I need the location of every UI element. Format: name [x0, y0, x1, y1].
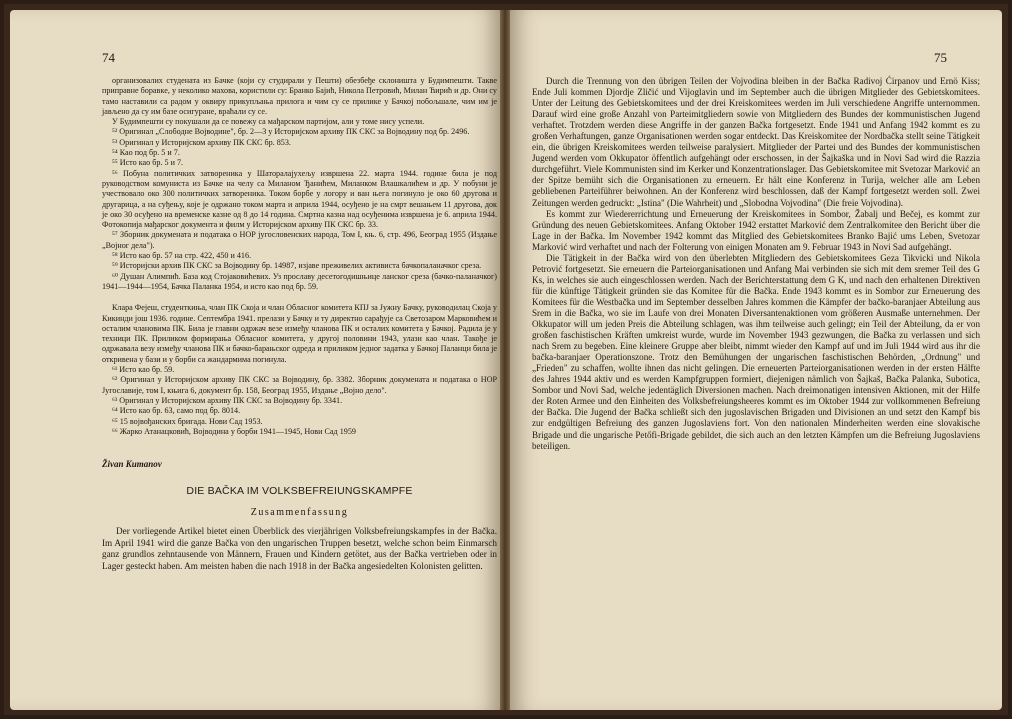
page-number-left: 74 — [102, 50, 115, 65]
footnote: Клара Фејеш, студенткиња, члан ПК Скоја и члан Обласног комитета КПЈ за Јужну Бачку, руководилац Скоја у Кикинди још 1936. године. Септембра 1941. прелази у Бачку и ту директно сарађује са Светозаром Марковићем и осталим члановима ПК. Била је главни одржач везе између чланова ПК и осталих комитета у Бачкој. Радила је у техници ПК. Приликом формирања Обласног комитета, у другој половини 1943, улази као члан. Такође је одржавала везу између чланова ПК и бачко-барањског одреда и приликом једног задатка у Бачкој Паланци била је откривена у бази и у борби са жандармима погинула. — [102, 303, 497, 364]
footnote: У Будимпешти су покушали да се повежу са мађарском партијом, али у томе нису успели. — [112, 117, 425, 127]
summary-paragraph: Es kommt zur Wiedererrichtung und Erneuerung der Kreiskomitees in Sombor, Žabalj und Bečej, es kommt zur Gründung des neuen Gebietskomitees. Anfang Oktober 1942 erstattet Marković dem Zentralkomitee den Bericht über die Lage in der Bačka. Im November 1942 kommt das Mitglied des Gebietskomitees Branko Bajić ums Leben, Svetozar Marković wird verhaftet und nach der Folterung von einigen Monaten am 9. Februar 1943 in Novi Sad aufgehängt. — [532, 208, 980, 252]
footnote: ⁵⁵ Исто као бр. 5 и 7. — [112, 158, 184, 168]
article-author: Živan Kumanov — [102, 459, 162, 470]
article-subtitle: Zusammenfassung — [250, 507, 349, 519]
right-page-content — [532, 76, 980, 452]
footnote: ⁶⁰ Душан Алимпић. База код Стојаковићевих. Уз прославу десетогодишњице ланског среза (бачко-паланачког) 1941—1944—1954, Бачка Паланка 1954, и исто као под бр. 59. — [102, 271, 497, 291]
summary-paragraph: Die Tätigkeit in der Bačka wird von den überlebten Mitgliedern des Gebietskomitees Geza Tikvicki und Nikola Petrović fortgesetzt. Sie erneuern die Parteiorganisationen und Anfang Mai verbinden sie sich mit dem sremer Teil des G Ks, in welches sie auch eingeschlossen werden. Nach der Berichterstattung dem G K, und nach den erhaltenen Direktiven für die künftige Tätigkeit gründen sie das Komitee für die Bačka. Ende 1943 kommt es in Sombor zur Erneuerung des Komitees für die Westbačka und im September desselben Jahres kommen die Kämpfer der bačko-baranjaer Abteilung aus Srem in die Bačka, wo sie im Laufe von drei Monaten Diversantenaktionen vom größeren Ausmaße unternehmen. Der Okkupator will um jeden Preis die Abteilung schlagen, was ihm teilweise auch gelingt; ein Teil der Abteilung, da er von großen faschistischen Kräften umkreist wurde, wurde im November 1943 gezwungen, die Bačka zu verlassen und sich nach Srem zu begeben. Eine kleinere Gruppe aber bleibt, nimmt wieder den Kampf auf und im Juli 1944 wird aus ihr die bačka-baranjaer Operationszone. Trotz den Bemühungen der ungarischen faschistischen Behörden, „Ordnung" und „Frieden" zu schaffen, wollte ihnen das nicht gelingen. Die erneuerten Parteiorganisationen werden in der ersten Hälfte des Jahres 1944 aktiv und es werden Kampfgruppen formiert, diejenigen nämlich von Šajkaš, Bačka Palanka, Subotica, Sombor und Novi Sad, welche jedentäglich Diversionen machen. Nach dreimonatigen intensiven Aktionen, mit der Hilfe der Roten Armee und den Einheiten des Volksbefreiungsheeres kommt es im Oktober 1944 zur vollkommenen Befreiung der Bačka. Die Jugend der Bačka schließt sich den jugoslavischen Brigaden und Divisionen an und setzt den Kampf bis zur endgültigen Befreiung des ganzen Jugoslaviens fort. Von den nationalen Minderheiten werden eine slovakische Brigade und die ungarische Petőfi-Brigade gebildet, die sich auch an den letzten Kämpfen um die Befreiung Jugoslaviens beteiligen. — [532, 252, 980, 451]
footnote: ⁵⁸ Исто као бр. 57 на стр. 422, 450 и 416. — [112, 251, 252, 261]
footnote: ⁵³ Оригинал у Историјском архиву ПК СКС бр. 853. — [112, 137, 291, 147]
page-number-right: 75 — [934, 50, 947, 65]
summary-paragraph: Durch die Trennung von den übrigen Teilen der Vojvodina bleiben in der Bačka Radivoj Ćirpanov und Ernö Kiss; Ende Juli kommen Djordje Zličić und Vijoglavin und im September auch die übrigen Mitglieder des Gebietskomitees. Unter der Leitung des Gebietskomitees und der drei Kreiskomitees werden im Juli verschiedene Angriffe unternommen. Darauf wird eine große Anzahl von Parteimitgliedern sowie von Mitgliedern des Bundes der kommunistischen Jugend verhaftet. Trotzdem werden diese Angriffe in der ganzen Bačka fortgesetzt. Ende 1941 und Anfang 1942 kommt es zu großen Verhaftungen, ganze Organisationen werden sogar entdeckt. Das Kreiskomitee der Nordbačka stellt seine Tätigkeit ein, die übrigen Kreiskomitees werden teilweise paralysiert. Mitglieder der Partei und des Bundes der kommunistischen Jugend werden vom Okkupator öffentlich aufgehängt oder erschossen, in der Šajkaška und in Novi Sad wird die Razzia durchgeführt. Viele Kommunisten sind im Kerker und Konzentrationslager. Das Gebietskomitee mit Svetozar Marković an der Spitze bemüht sich die Organisationen zu erneuern. Er hält eine Konferenz in Turija, welcher alle am Leben gebliebenen Parteiführer beiwohnen. An der Konferenz wird beschlossen, daß der Kampf fortgesetzt werden soll. Zwei Zeitungen werden gedruckt: „Istina" (Die Wahrheit) und „Slobodna Vojvodina" (Die freie Vojvodina). — [532, 76, 980, 208]
footnote: ⁶⁵ 15 војвођанских бригада. Нови Сад 1953. — [112, 416, 263, 426]
footnote: ⁵² Оригинал „Слободне Војводине", бр. 2—3 у Историјском архиву ПК СКС за Војводину под бр. 2496. — [112, 127, 470, 137]
footnote: ⁵⁴ Као под бр. 5 и 7. — [112, 148, 180, 158]
footnote: ⁶⁴ Исто као бр. 63, само под бр. 8014. — [112, 406, 241, 416]
footnote: ⁵⁹ Историјски архив ПК СКС за Војводину бр. 14987, изјаве преживелих активиста бачкопаланачког среза. — [112, 261, 482, 271]
footnote: ⁶³ Оригинал у Историјском архиву ПК СКС за Војводину бр. 3341. — [112, 395, 343, 405]
left-page — [10, 10, 500, 710]
book-spread — [4, 4, 1008, 715]
footnote: ⁶¹ Исто као бр. 59. — [112, 365, 175, 375]
footnote: ⁶⁶ Жарко Атанацковић, Војводина у борби 1941—1945, Нови Сад 1959 — [112, 426, 356, 436]
footnote: организовалих студената из Бачке (који су студирали у Пешти) обезбеђе склоништа у Будимпешти. Такве приправнe борaвкe, у неколико махова, користили су: Бранко Бајић, Никола Петровић, Милан Ћирић и др. Они су тамо наставили са радом у оквиру прикупљања прилога и чим су се прилике у Бачкој побољшале, чим им је јављено да су им базе осигуране, враћали су се. — [102, 76, 497, 116]
footnote: ⁵⁷ Зборник докумената и података о НОР југословенских народа, Том I, књ. 6, стр. 496, Београд 1955 (Издање „Војног дела"). — [102, 230, 497, 250]
article-title: DIE BAČKA IM VOLKSBEFREIUNGSKAMPFE — [186, 485, 413, 498]
right-page — [510, 10, 1002, 710]
article-paragraph: Der vorliegende Artikel bietet einen Überblick des vierjährigen Volksbefreiungskampfes in der Bačka. Im April 1941 wird die ganze Bačka von den ungarischen Truppen besetzt, welche schon beim Einmarsch ganz grundlos zehntausende von Männern, Frauen und Kindern getötet, aus der Bačka vertrieben oder in Lager gesteckt haben. Am meisten haben die nach 1918 in der Bačka angesiedelten Kolonisten gelitten. — [102, 526, 497, 571]
left-page-content — [102, 76, 497, 572]
footnote: ⁵⁶ Побуна политичких затвореника у Шаторалајухељу извршена 22. марта 1944. године била је под руководством комуниста из Бачке на челу са Миланом Ђанићем, Миланком Влашкалићем и др. У побуни је учествовало око 300 политичких затвореника. Током борбе у логору и ван њега погинуло је око 60 другова и другарица, а на суђењу, које је одржано током марта и априла 1944, осуђено је на смрт вешањем 11 другова, док је око 30 осуђено на временске казне од 8 до 14 година. Смртна казна над осуђенима извршена је 6. априла 1944. Фотокопија мађарског документа и филм у Историјском архиву ПК СКС бр. 33. — [102, 168, 497, 230]
footnote: ⁶² Оригинал у Историјском архиву ПК СКС за Војводину, бр. 3382. Зборник докумената и података о НОР Југославије, том I, књига 6, документ бр. 158, Београд 1955, Издање „Војно дело". — [102, 375, 497, 395]
book-gutter — [500, 10, 510, 710]
